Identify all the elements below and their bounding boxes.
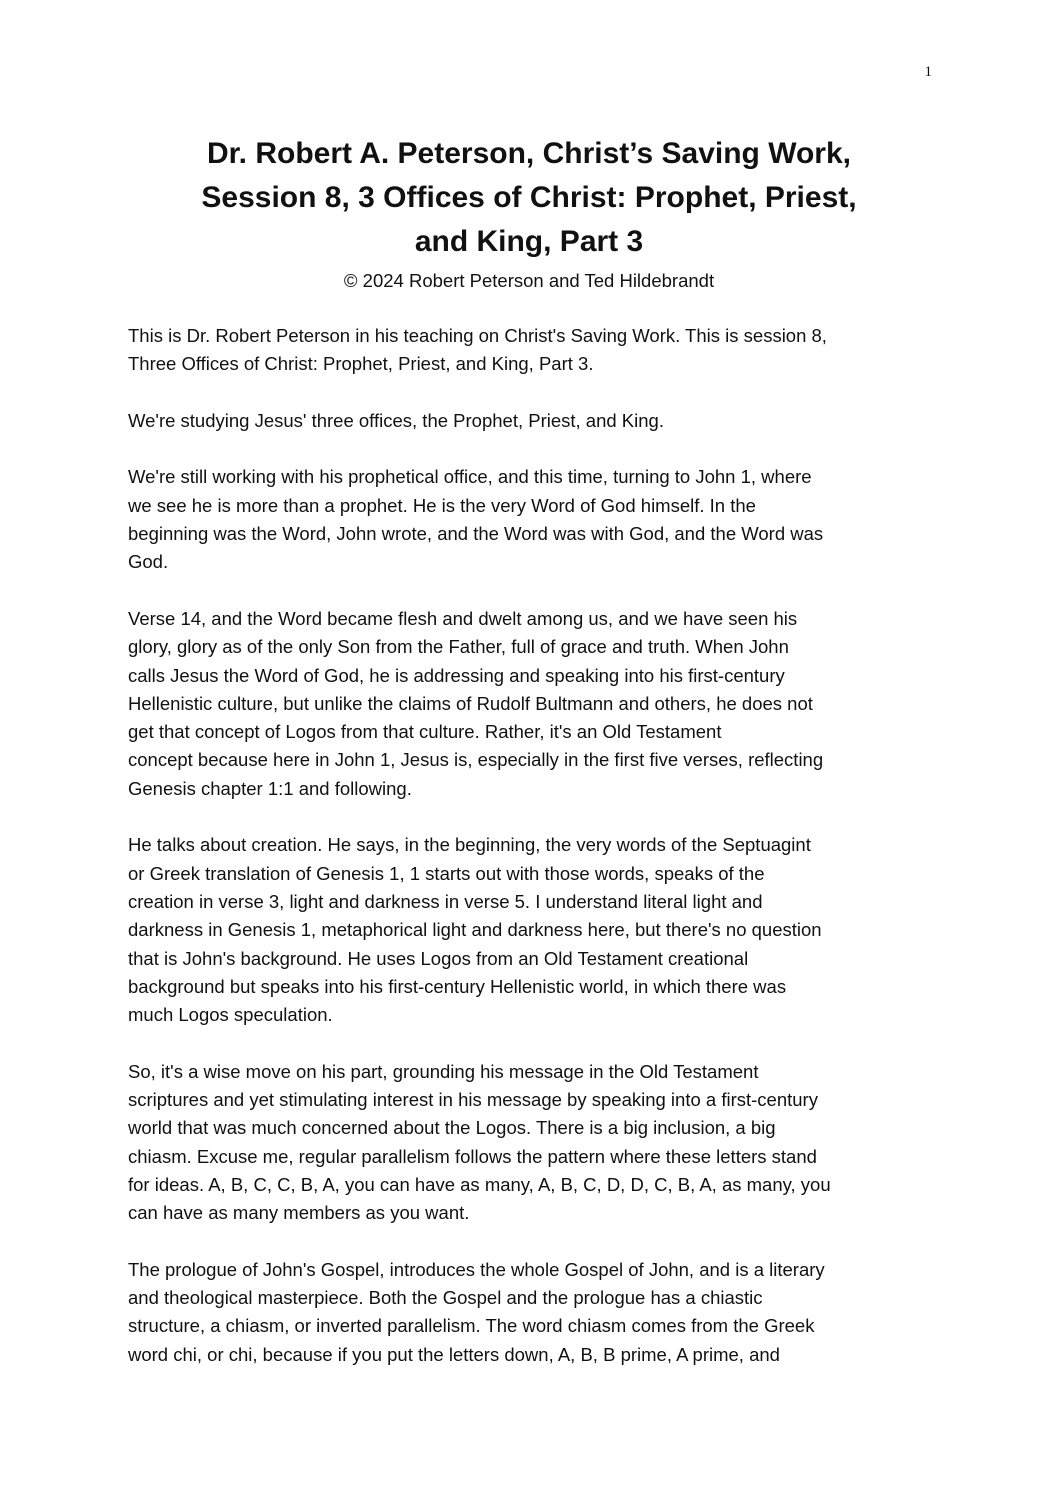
text-line: Three Offices of Christ: Prophet, Priest, and King, Part 3. xyxy=(128,353,594,375)
paragraph xyxy=(128,407,948,435)
text-line: can have as many members as you want. xyxy=(128,1202,470,1224)
paragraph xyxy=(128,1058,948,1228)
text-line: get that concept of Logos from that culture. Rather, it's an Old Testament xyxy=(128,721,722,743)
page-number: 1 xyxy=(924,64,932,80)
text-line: He talks about creation. He says, in the beginning, the very words of the Septuagint xyxy=(128,834,811,856)
text-line: The prologue of John's Gospel, introduces the whole Gospel of John, and is a literary xyxy=(128,1258,825,1280)
document-body xyxy=(128,322,948,1397)
text-line: structure, a chiasm, or inverted parallelism. The word chiasm comes from the Greek xyxy=(128,1315,815,1337)
paragraph xyxy=(128,605,948,803)
title-line: Dr. Robert A. Peterson, Christ’s Saving Work, xyxy=(206,137,852,170)
text-line: word chi, or chi, because if you put the letters down, A, B, B prime, A prime, and xyxy=(128,1343,780,1365)
text-line: that is John's background. He uses Logos from an Old Testament creational xyxy=(128,947,749,969)
text-line: God. xyxy=(128,551,169,573)
text-line: darkness in Genesis 1, metaphorical light and darkness here, but there's no question xyxy=(128,919,822,941)
text-line: much Logos speculation. xyxy=(128,1004,333,1026)
text-line: we see he is more than a prophet. He is the very Word of God himself. In the xyxy=(128,494,756,516)
text-line: beginning was the Word, John wrote, and the Word was with God, and the Word was xyxy=(128,523,824,545)
text-line: We're still working with his prophetical office, and this time, turning to John 1, where xyxy=(128,466,812,488)
text-line: for ideas. A, B, C, C, B, A, you can have as many, A, B, C, D, D, C, B, A, as many, you xyxy=(128,1173,831,1195)
paragraph xyxy=(128,1256,948,1369)
title-line: and King, Part 3 xyxy=(414,225,644,258)
text-line: chiasm. Excuse me, regular parallelism follows the pattern where these letters stand xyxy=(128,1145,817,1167)
copyright-notice: © 2024 Robert Peterson and Ted Hildebrandt xyxy=(343,270,715,291)
paragraph xyxy=(128,322,948,379)
text-line: calls Jesus the Word of God, he is addressing and speaking into his first-century xyxy=(128,664,785,686)
text-line: and theological masterpiece. Both the Gospel and the prologue has a chiastic xyxy=(128,1287,763,1309)
paragraph xyxy=(128,463,948,576)
text-line: or Greek translation of Genesis 1, 1 starts out with those words, speaks of the xyxy=(128,862,765,884)
text-line: glory, glory as of the only Son from the Father, full of grace and truth. When John xyxy=(128,636,789,658)
document-title xyxy=(150,132,908,264)
text-line: world that was much concerned about the Logos. There is a big inclusion, a big xyxy=(128,1117,776,1139)
text-line: Genesis chapter 1:1 and following. xyxy=(128,777,412,799)
text-line: Hellenistic culture, but unlike the claims of Rudolf Bultmann and others, he does not xyxy=(128,692,813,714)
text-line: background but speaks into his first-century Hellenistic world, in which there was xyxy=(128,975,787,997)
text-line: scriptures and yet stimulating interest in his message by speaking into a first-century xyxy=(128,1089,818,1111)
text-line: So, it's a wise move on his part, grounding his message in the Old Testament xyxy=(128,1060,759,1082)
title-line: Session 8, 3 Offices of Christ: Prophet, Priest, xyxy=(201,181,857,214)
paragraph xyxy=(128,831,948,1029)
text-line: We're studying Jesus' three offices, the Prophet, Priest, and King. xyxy=(128,409,664,431)
text-line: Verse 14, and the Word became flesh and dwelt among us, and we have seen his xyxy=(128,607,798,629)
text-line: This is Dr. Robert Peterson in his teaching on Christ's Saving Work. This is session 8, xyxy=(128,325,827,346)
text-line: concept because here in John 1, Jesus is, especially in the first five verses, reflecting xyxy=(128,749,824,771)
text-line: creation in verse 3, light and darkness in verse 5. I understand literal light and xyxy=(128,890,763,912)
